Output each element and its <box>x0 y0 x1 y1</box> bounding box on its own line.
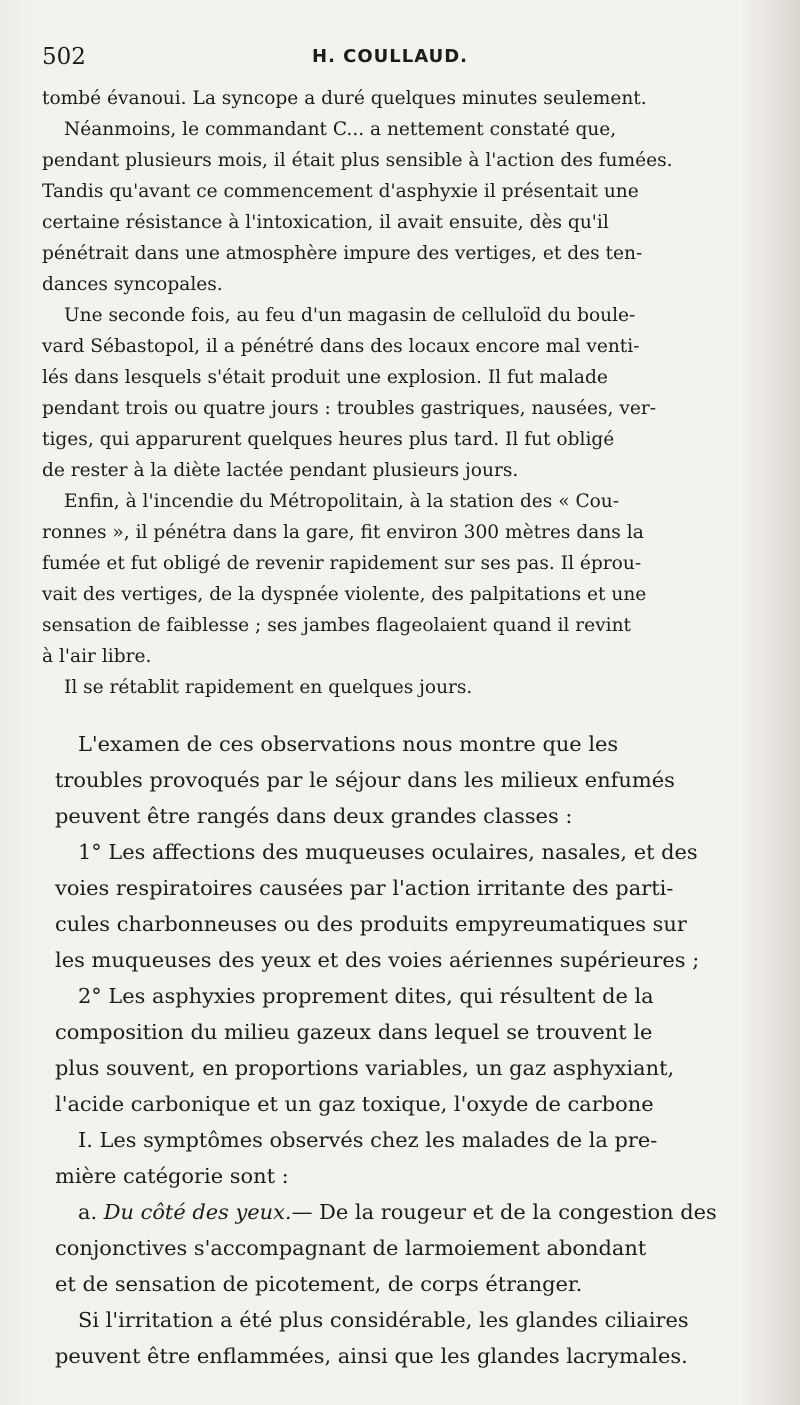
text-line: certaine résistance à l'intoxication, il avait ensuite, dès qu'il <box>42 212 609 233</box>
running-head: H. COULLAUD. <box>312 46 469 67</box>
text-line: tiges, qui apparurent quelques heures plus tard. Il fut obligé <box>42 429 615 450</box>
text-line: vait des vertiges, de la dyspnée violente, des palpitations et une <box>42 584 647 605</box>
text-line: Tandis qu'avant ce commencement d'asphyxie il présentait une <box>42 181 639 202</box>
text-line: fumée et fut obligé de revenir rapidement sur ses pas. Il éprou- <box>42 553 642 574</box>
page-number: 502 <box>42 44 86 70</box>
text-line: et de sensation de picotement, de corps étranger. <box>55 1272 583 1296</box>
text-line: Si l'irritation a été plus considérable, les glandes ciliaires <box>78 1308 689 1332</box>
text-line: ronnes », il pénétra dans la gare, fit environ 300 mètres dans la <box>42 522 644 543</box>
text-line: peuvent être rangés dans deux grandes classes : <box>55 804 573 828</box>
text-line: pendant trois ou quatre jours : troubles gastriques, nausées, ver- <box>42 398 656 419</box>
text-line: les muqueuses des yeux et des voies aériennes supérieures ; <box>55 948 700 972</box>
text-line: à l'air libre. <box>42 646 152 667</box>
text-line <box>0 1200 800 1224</box>
text-line: 2° Les asphyxies proprement dites, qui résultent de la <box>78 984 654 1008</box>
text-line: peuvent être enflammées, ainsi que les glandes lacrymales. <box>55 1344 688 1368</box>
text-line: cules charbonneuses ou des produits empyreumatiques sur <box>55 912 687 936</box>
text-line: pénétrait dans une atmosphère impure des vertiges, et des ten- <box>42 243 643 264</box>
text-line: vard Sébastopol, il a pénétré dans des locaux encore mal venti- <box>42 336 640 357</box>
text-line: Enfin, à l'incendie du Métropolitain, à la station des « Cou- <box>64 491 620 512</box>
page-header <box>0 40 800 76</box>
text-line: de rester à la diète lactée pendant plusieurs jours. <box>42 460 519 481</box>
text-line: Une seconde fois, au feu d'un magasin de celluloïd du boule- <box>64 305 636 326</box>
text-line: I. Les symptômes observés chez les malades de la pre- <box>78 1128 658 1152</box>
text-line: dances syncopales. <box>42 274 223 295</box>
text-line: voies respiratoires causées par l'action irritante des parti- <box>55 876 674 900</box>
enumerator-label: a. <box>78 1200 104 1224</box>
text-line: l'acide carbonique et un gaz toxique, l'oxyde de carbone <box>55 1092 654 1116</box>
text-line: pendant plusieurs mois, il était plus sensible à l'action des fumées. <box>42 150 673 171</box>
italic-heading: Du côté des yeux. <box>103 1200 292 1224</box>
text-line: mière catégorie sont : <box>55 1164 289 1188</box>
text-line: composition du milieu gazeux dans lequel se trouvent le <box>55 1020 653 1044</box>
text-line: 1° Les affections des muqueuses oculaires, nasales, et des <box>78 840 698 864</box>
text-line: Néanmoins, le commandant C... a nettement constaté que, <box>64 119 617 140</box>
text-line: sensation de faiblesse ; ses jambes flageolaient quand il revint <box>42 615 632 636</box>
text-fragment: — De la rougeur et de la congestion des <box>291 1200 717 1224</box>
text-line: conjonctives s'accompagnant de larmoiement abondant <box>55 1236 647 1260</box>
text-line: Il se rétablit rapidement en quelques jours. <box>64 677 473 698</box>
text-line: troubles provoqués par le séjour dans les milieux enfumés <box>55 768 675 792</box>
text-line: tombé évanoui. La syncope a duré quelques minutes seulement. <box>42 88 647 109</box>
text-line: L'examen de ces observations nous montre que les <box>78 732 619 756</box>
text-line: plus souvent, en proportions variables, un gaz asphyxiant, <box>55 1056 675 1080</box>
text-line: lés dans lesquels s'était produit une explosion. Il fut malade <box>42 367 608 388</box>
